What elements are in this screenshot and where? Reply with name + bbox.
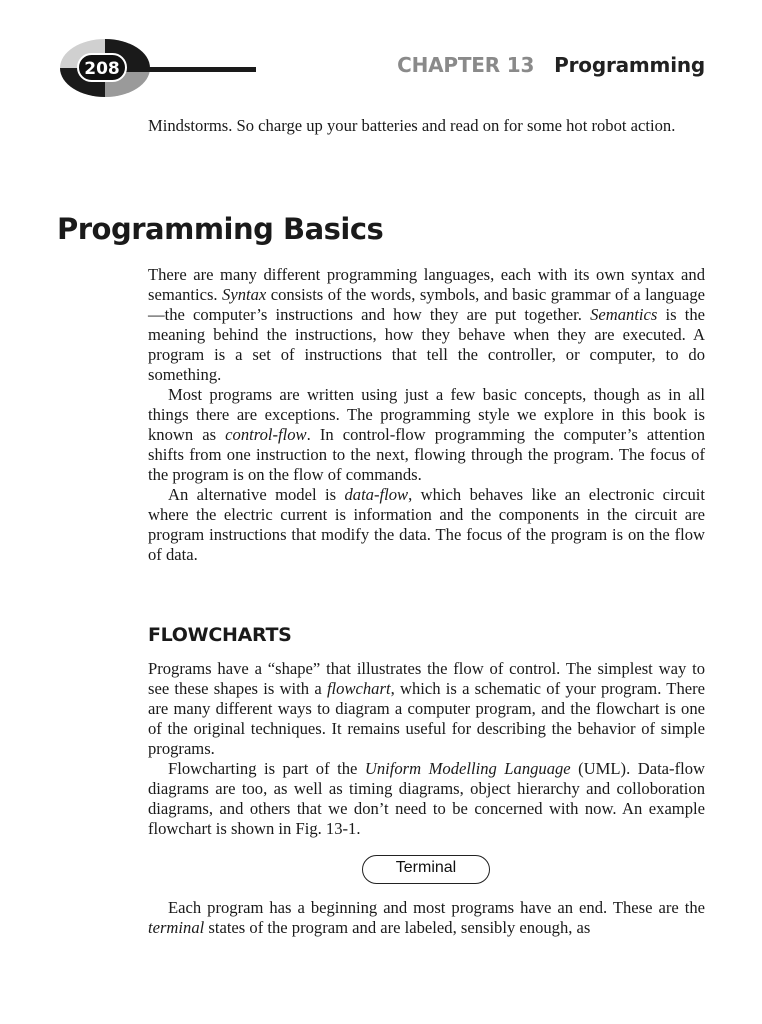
after-figure-body: [148, 898, 705, 938]
emphasized-term: Syntax: [222, 285, 267, 304]
paragraph: [148, 385, 705, 485]
intro-text: Mindstorms. So charge up your batteries and read on for some hot robot action.: [148, 116, 676, 135]
text-run: (UML). Data-flow diagrams are too, as well as timing diagrams, object hierarchy and colloboration diagrams, and others that we don’t need to be concerned with now. An example flowchart is shown in Fig. 13-1.: [148, 759, 705, 838]
emphasized-term: control-flow: [225, 425, 307, 444]
paragraph: [148, 759, 705, 839]
chapter-label: CHAPTER 13: [397, 53, 535, 77]
paragraph: [148, 898, 705, 938]
subsection-body: [148, 659, 705, 839]
running-header: [397, 53, 705, 77]
text-run: states of the program and are labeled, sensibly enough, as: [204, 918, 591, 937]
section-body: [148, 265, 705, 565]
text-run: consists of the words, symbols, and basic grammar of a language—the computer’s instructions and how they are put together.: [148, 285, 705, 324]
emphasized-term: flowchart: [326, 679, 391, 698]
page-number: 208: [84, 59, 120, 79]
section-heading: Programming Basics: [57, 212, 384, 246]
text-run: There are many different programming languages, each with its own syntax and semantics.: [148, 265, 705, 304]
emphasized-term: terminal: [148, 918, 205, 937]
paragraph: [148, 265, 705, 385]
text-run: Programs have a “shape” that illustrates the flow of control. The simplest way to see these shapes is with a: [148, 659, 705, 698]
text-run: , which behaves like an electronic circuit where the electric current is information and the components in the circuit are program instructions that modify the data. The focus of the program is on the flow of data.: [148, 485, 705, 564]
text-run: Each program has a beginning and most programs have an end. These are the: [168, 898, 705, 917]
terminal-flowchart-symbol: [362, 855, 490, 884]
emphasized-term: Semantics: [590, 305, 658, 324]
text-run: , which is a schematic of your program. There are many different ways to diagram a computer program, and the flowchart is one of the original techniques. It remains useful for describing the behavior of simple programs.: [148, 679, 705, 758]
text-run: is the meaning behind the instructions, how they behave when they are executed. A program is a set of instructions that tell the controller, or computer, to do something.: [148, 305, 705, 384]
subsection-heading: FLOWCHARTS: [148, 624, 292, 646]
paragraph: [148, 659, 705, 759]
emphasized-term: Uniform Modelling Language: [364, 759, 571, 778]
page-number-badge: [58, 37, 258, 99]
emphasized-term: data-flow: [344, 485, 409, 504]
text-run: Most programs are written using just a few basic concepts, though as in all things there are exceptions. The programming style we explore in this book is known as: [148, 385, 705, 444]
paragraph: [148, 485, 705, 565]
intro-paragraph: [148, 116, 705, 136]
text-run: . In control-flow programming the computer’s attention shifts from one instruction to the next, flowing through the program. The focus of the program is on the flow of commands.: [148, 425, 705, 484]
chapter-title: Programming: [554, 53, 705, 77]
text-run: Flowcharting is part of the: [168, 759, 365, 778]
terminal-label: Terminal: [395, 859, 457, 876]
text-run: An alternative model is: [168, 485, 345, 504]
